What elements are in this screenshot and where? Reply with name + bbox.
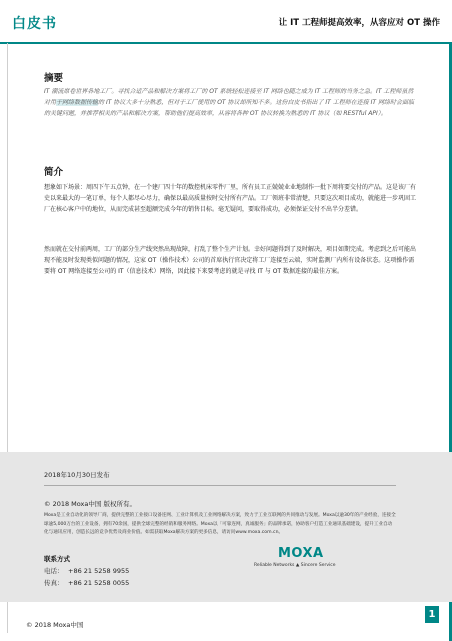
fax-row: [44, 578, 129, 587]
header-divider: [0, 42, 452, 44]
intro-paragraph-2: 然而就在交付前两周，工厂的部分生产线突然出现故障，打乱了整个生产计划。幸好问题得到了及时解决，项目如期完成。考虑到之后可能出现不能及时发现类似问题的情况，这家 OT（操作技术）公司的首席执行官决定将工厂连接至云端，实时监测厂内所有设备状态。这项操作需要将 OT 网络连接至公司的 IT（信息技术）网络，因此接下来要考虑的就是寻找 IT 与 OT 数据连接的最佳方案。: [44, 246, 417, 275]
document-type-label: 白皮书: [12, 16, 57, 32]
abstract-text-before: IT 潮流席卷世界各地工厂。寻找合适产品和解决方案将工厂的 OT 系统轻松连接至 IT 网络也随之成为 IT 工程师的当务之急。IT 工程师虽然对用: [44, 88, 414, 106]
abstract-text-after: 的 IT 协议大多十分熟悉，但对于工厂使用的 OT 协议却所知不多。这份白皮书指出了 IT 工程师在连接 IT 网络时会面临的关键问题，并推荐相关的产品和解决方案，帮助他们提高效率，从容将各种 OT 协议转换为熟悉的 IT 协议（如 RESTful API）。: [44, 99, 414, 117]
document-title: 让 IT 工程师提高效率，从容应对 OT 操作: [278, 18, 440, 28]
abstract-highlight: 于网络数据传输: [56, 99, 99, 106]
publish-date: 2018年10月30日发布: [44, 471, 110, 479]
moxa-logo: [248, 546, 368, 586]
contact-heading: 联系方式: [44, 555, 70, 563]
logo-wordmark: MOXA: [278, 546, 324, 561]
page-header: [0, 0, 452, 43]
fax-label: 传真：: [44, 579, 64, 587]
copyright-notice: © 2018 Moxa中国 版权所有。: [44, 500, 136, 508]
logo-tagline: Reliable Networks ▲ Sincere Service: [254, 563, 336, 568]
phone-row: [44, 566, 129, 575]
page-footer-copyright: © 2018 Moxa中国: [26, 621, 84, 629]
intro-paragraph-1: 想象如下场景：周四下午五点钟，在一个建厂四十年的数控机床零件厂里，所有员工正兢兢业业地制作一批下周将要交付的产品。这是该厂有史以来最大的一笔订单，每个人都尽心尽力，确保以最高质量按时交付所有产品。工厂领班非常清楚，只要这次项目成功，就能进一步巩固工厂在核心客户中的地位，从而完成甚至超额完成今年的销售目标。毫无疑问，要取得成功，必须保证交付不出半分差错。: [44, 184, 417, 213]
abstract-paragraph: [44, 86, 418, 119]
phone-number: +86 21 5258 9955: [68, 567, 130, 575]
company-description: Moxa是工业自动化的领导厂商，提供完整的工业接口设备连网、工业计算机及工业网络解决方案，致力于工业互联网的共同推动与发展。Moxa以逾30年的产业经验，连接全球逾5,000万台的工业设备，拥有70余国，提供全球完整的经销和服务网络。Moxa以「可靠连网，真诚服务」的品牌承诺，协助客户打造工业通讯基础建设，提升工业自动化与通讯应用，创造长远的竞争优势及商业价值。如需获取Moxa解决方案的更多信息，请访问www.moxa.com.cn。: [44, 513, 396, 535]
phone-label: 电话：: [44, 567, 64, 575]
intro-heading: 简介: [44, 167, 64, 178]
fax-number: +86 21 5258 0055: [68, 579, 130, 587]
page-number-badge: 1: [425, 606, 439, 623]
footer-divider: [44, 485, 396, 486]
abstract-heading: 摘要: [44, 73, 64, 84]
